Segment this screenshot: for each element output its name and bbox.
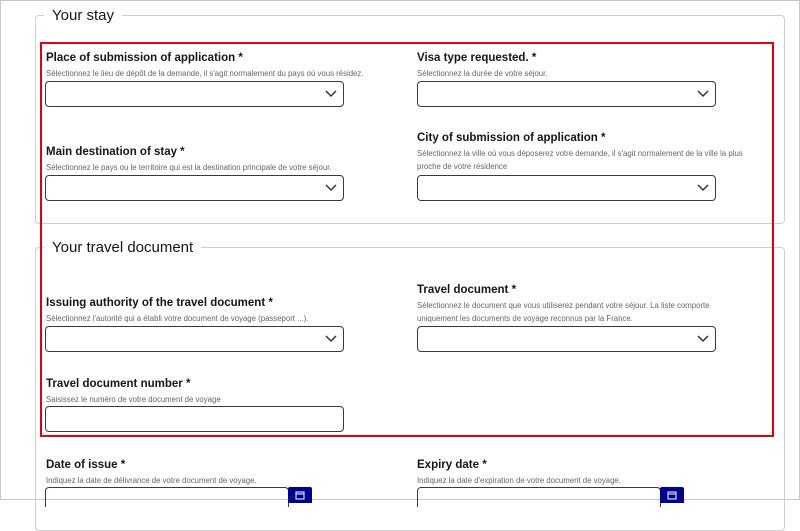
place-of-submission-select[interactable] [45, 81, 344, 107]
expiry-date-input[interactable] [417, 487, 661, 507]
visa-type-label: Visa type requested. * [417, 52, 537, 64]
main-destination-hint: Sélectionnez le pays ou le territoire qui est la destination principale de votre séjour. [46, 163, 332, 172]
date-of-issue-field [46, 458, 406, 487]
document-number-hint: Saisissez le numéro de votre document de voyage [46, 395, 221, 404]
city-of-submission-hint: Sélectionnez la ville où vous déposerez votre demande, il s'agit normalement de la ville la plus [417, 149, 743, 158]
date-of-issue-input[interactable] [45, 487, 289, 507]
place-of-submission-hint: Sélectionnez le lieu de dépôt de la demande, il s'agit normalement du pays où vous résidez. [46, 69, 364, 78]
issuing-authority-label: Issuing authority of the travel document * [46, 297, 273, 309]
main-destination-label: Main destination of stay * [46, 146, 185, 158]
travel-document-hint-line2: uniquement les documents de voyage reconnus par la France. [417, 314, 633, 323]
travel-document-label: Travel document * [417, 284, 517, 296]
chevron-down-icon [325, 89, 337, 99]
expiry-date-hint: Indiquez la date d'expiration de votre document de voyage. [417, 476, 621, 485]
document-number-label: Travel document number * [46, 378, 191, 390]
your-stay-legend: Your stay [52, 7, 114, 24]
city-of-submission-hint-line2: proche de votre résidence [417, 162, 508, 171]
city-of-submission-label: City of submission of application * [417, 132, 606, 144]
expiry-date-field [417, 458, 777, 487]
city-of-submission-select[interactable] [417, 175, 716, 201]
expiry-date-calendar-button[interactable] [660, 487, 684, 503]
travel-document-select[interactable] [417, 326, 716, 352]
date-of-issue-label: Date of issue * [46, 459, 126, 471]
issuing-authority-hint: Sélectionnez l'autorité qui a établi votre document de voyage (passeport ...). [46, 314, 309, 323]
place-of-submission-field [46, 51, 406, 80]
main-destination-select[interactable] [45, 175, 344, 201]
city-of-submission-field [417, 131, 777, 173]
place-of-submission-label: Place of submission of application * [46, 52, 243, 64]
travel-document-field [417, 283, 777, 325]
main-destination-field [46, 145, 406, 174]
date-of-issue-calendar-button[interactable] [288, 487, 312, 503]
chevron-down-icon [697, 334, 709, 344]
date-of-issue-hint: Indiquez la date de délivrance de votre document de voyage. [46, 476, 257, 485]
calendar-icon [295, 490, 305, 500]
expiry-date-label: Expiry date * [417, 459, 487, 471]
travel-document-legend: Your travel document [52, 239, 194, 256]
chevron-down-icon [697, 183, 709, 193]
visa-type-hint: Sélectionnez la durée de votre séjour. [417, 69, 548, 78]
visa-type-select[interactable] [417, 81, 716, 107]
chevron-down-icon [325, 334, 337, 344]
issuing-authority-select[interactable] [45, 326, 344, 352]
chevron-down-icon [697, 89, 709, 99]
document-number-field [46, 377, 406, 406]
document-number-input[interactable] [45, 406, 344, 432]
visa-type-field [417, 51, 757, 80]
chevron-down-icon [325, 183, 337, 193]
calendar-icon [667, 490, 677, 500]
issuing-authority-field [46, 296, 406, 325]
travel-document-hint: Sélectionnez le document que vous utiliserez pendant votre séjour. La liste comporte [417, 301, 710, 310]
